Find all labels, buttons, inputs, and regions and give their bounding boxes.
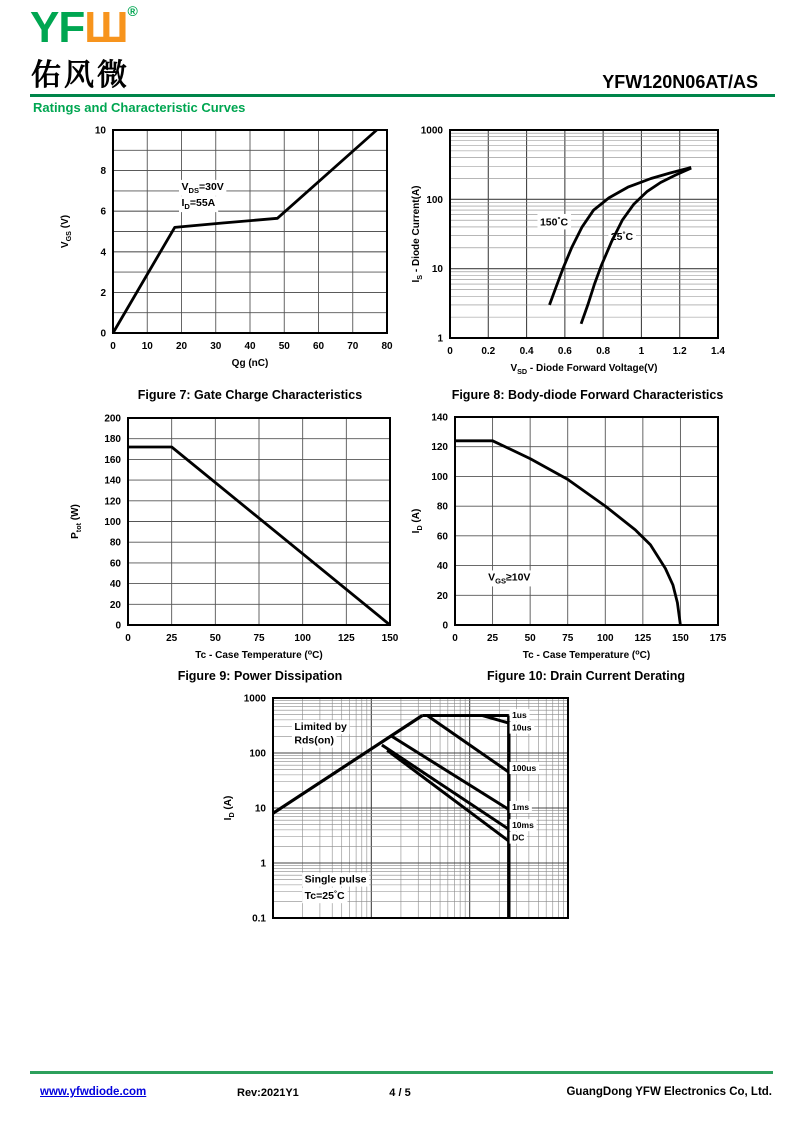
y-tick-label: 60 [436, 531, 448, 543]
x-axis-title: Qg (nC) [231, 358, 269, 369]
series-pulse-100us [427, 716, 509, 773]
y-tick-label: 80 [109, 537, 121, 549]
y-tick-label: 180 [104, 434, 121, 446]
grid-lines [450, 130, 718, 338]
yfw-logo [30, 4, 138, 50]
x-tick-label: 50 [524, 633, 536, 644]
annotations [179, 180, 226, 212]
x-tick-label: 0 [110, 341, 116, 352]
y-tick-label: 0.1 [252, 913, 266, 925]
x-tick-label: 1.2 [672, 346, 687, 357]
grid-lines [455, 417, 718, 625]
figure8-caption: Figure 8: Body-diode Forward Characteristics [451, 388, 724, 402]
y-tick-label: 60 [109, 558, 121, 570]
y-tick-label: 10 [431, 264, 443, 276]
x-tick-label: 25 [166, 633, 178, 644]
axis-ticks-and-titles [70, 414, 399, 662]
x-tick-label: 0 [125, 633, 131, 644]
x-tick-label: 0 [452, 633, 458, 644]
figure10-drain-current-derating-chart [405, 406, 790, 666]
plot-frame [450, 130, 718, 338]
annotations [292, 720, 369, 903]
series-group [550, 168, 692, 324]
x-tick-label: 1.4 [711, 346, 725, 357]
y-tick-label: 1 [437, 333, 443, 345]
x-tick-label: 150 [381, 633, 399, 644]
y-tick-label: 20 [109, 599, 121, 611]
figure7-caption: Figure 7: Gate Charge Characteristics [137, 388, 363, 402]
x-tick-label: 125 [337, 633, 355, 644]
x-tick-label: 0.2 [481, 346, 496, 357]
y-axis-title: $V_{GS}$ (V) [60, 214, 73, 249]
y-tick-label: 1000 [243, 693, 266, 705]
logo-glyph: Ш [84, 3, 128, 52]
annotations [486, 570, 533, 586]
x-tick-label: 0.8 [596, 346, 611, 357]
registered-mark: ® [127, 3, 138, 19]
annotation: 150°C [539, 214, 569, 229]
y-tick-label: 140 [431, 412, 448, 424]
y-axis-title: $I_D$ (A) [223, 795, 236, 821]
x-tick-label: 80 [381, 341, 393, 352]
x-tick-label: 100 [596, 633, 614, 644]
y-tick-label: 100 [426, 194, 443, 206]
y-tick-label: 0 [442, 620, 448, 632]
y-tick-label: 140 [104, 475, 121, 487]
annotation: $V_{GS}\ge 10V$ [488, 571, 531, 586]
x-tick-label: 175 [709, 633, 727, 644]
x-axis-title: Tc - Case Temperature ($^o$C) [195, 647, 323, 661]
y-tick-label: 2 [100, 287, 106, 299]
y-axis-title: $I_S$ - Diode Current(A) [411, 185, 424, 283]
grid-lines [113, 130, 387, 333]
x-tick-label: 10 [141, 341, 153, 352]
x-tick-label: 75 [253, 633, 265, 644]
company-name: GuangDong YFW Electronics Co, Ltd. [566, 1086, 772, 1098]
annotation: $V_{DS}=30V$ [181, 180, 224, 195]
x-tick-label: 100 [294, 633, 312, 644]
y-tick-label: 0 [115, 620, 121, 632]
part-number: YFW120N06AT/AS [602, 72, 758, 92]
page-number: 4 / 5 [389, 1087, 411, 1099]
series-label-1us: 1us [512, 710, 527, 721]
y-tick-label: 80 [436, 501, 448, 513]
website-link[interactable]: www.yfwdiode.com [40, 1086, 147, 1098]
safe-operating-area-chart [215, 688, 590, 932]
x-tick-label: 30 [210, 341, 222, 352]
y-tick-label: 120 [104, 496, 121, 508]
y-tick-label: 8 [100, 166, 106, 178]
header-divider [30, 94, 775, 97]
x-tick-label: 0 [447, 346, 453, 357]
y-axis-title: $P_{tot}$ (W) [70, 504, 83, 539]
annotation: Limited by [294, 721, 347, 734]
series-label-1ms: 1ms [512, 801, 530, 812]
y-tick-label: 40 [436, 561, 448, 573]
y-tick-label: 100 [431, 471, 448, 483]
series-label-10ms: 10ms [512, 820, 534, 831]
series-25C-curve [581, 168, 691, 324]
y-tick-label: 10 [94, 125, 106, 137]
x-axis-title: $V_{SD}$ - Diode Forward Voltage(V) [510, 363, 658, 376]
annotation: $I_D=55A$ [181, 197, 216, 212]
series-labels [510, 709, 539, 843]
x-tick-label: 125 [634, 633, 652, 644]
x-tick-label: 25 [487, 633, 499, 644]
y-tick-label: 100 [249, 748, 266, 760]
footer-divider [30, 1071, 773, 1074]
x-tick-label: 70 [347, 341, 359, 352]
x-tick-label: 50 [278, 341, 290, 352]
figure9-power-dissipation-chart [55, 406, 400, 666]
x-tick-label: 0.4 [519, 346, 534, 357]
logo-yf-text: YF [30, 3, 85, 52]
axis-ticks-and-titles [223, 694, 266, 925]
revision-label: Rev:2021Y1 [237, 1087, 299, 1099]
series-label-100us: 100us [512, 763, 537, 774]
x-tick-label: 0.6 [557, 346, 572, 357]
series-label-DC: DC [512, 832, 525, 843]
annotation: Tc=25°C [304, 888, 345, 903]
x-tick-label: 1 [638, 346, 645, 357]
annotation: Rds(on) [294, 734, 335, 747]
x-tick-label: 50 [209, 633, 221, 644]
annotation: 25°C [610, 229, 634, 243]
y-tick-label: 1 [260, 858, 266, 870]
y-tick-label: 160 [104, 454, 121, 466]
series-label-10us: 10us [512, 722, 532, 733]
section-title: Ratings and Characteristic Curves [33, 100, 246, 115]
y-axis-title: $I_D$ (A) [411, 508, 424, 534]
x-tick-label: 150 [672, 633, 689, 644]
logo-chinese-name: 佑风微 [31, 59, 130, 92]
y-tick-label: 4 [100, 247, 106, 259]
figure7-gate-charge-chart [40, 118, 400, 384]
y-tick-label: 200 [104, 413, 121, 425]
x-tick-label: 60 [312, 341, 325, 352]
x-tick-label: 75 [562, 633, 574, 644]
y-tick-label: 0 [100, 328, 106, 340]
y-tick-label: 100 [104, 517, 121, 528]
y-tick-label: 120 [431, 442, 448, 454]
annotation: Single pulse [304, 873, 367, 886]
plot-frame [455, 417, 718, 625]
y-tick-label: 40 [109, 579, 121, 591]
figure8-body-diode-chart [405, 118, 790, 386]
figure10-caption: Figure 10: Drain Current Derating [487, 669, 685, 683]
y-tick-label: 20 [436, 590, 448, 602]
figure9-caption: Figure 9: Power Dissipation [177, 669, 343, 683]
y-tick-label: 6 [100, 206, 106, 218]
y-tick-label: 1000 [420, 125, 443, 137]
x-axis-title: Tc - Case Temperature ($^o$C) [522, 647, 651, 661]
x-tick-label: 40 [244, 341, 256, 352]
x-tick-label: 20 [175, 341, 188, 352]
y-tick-label: 10 [254, 803, 266, 815]
